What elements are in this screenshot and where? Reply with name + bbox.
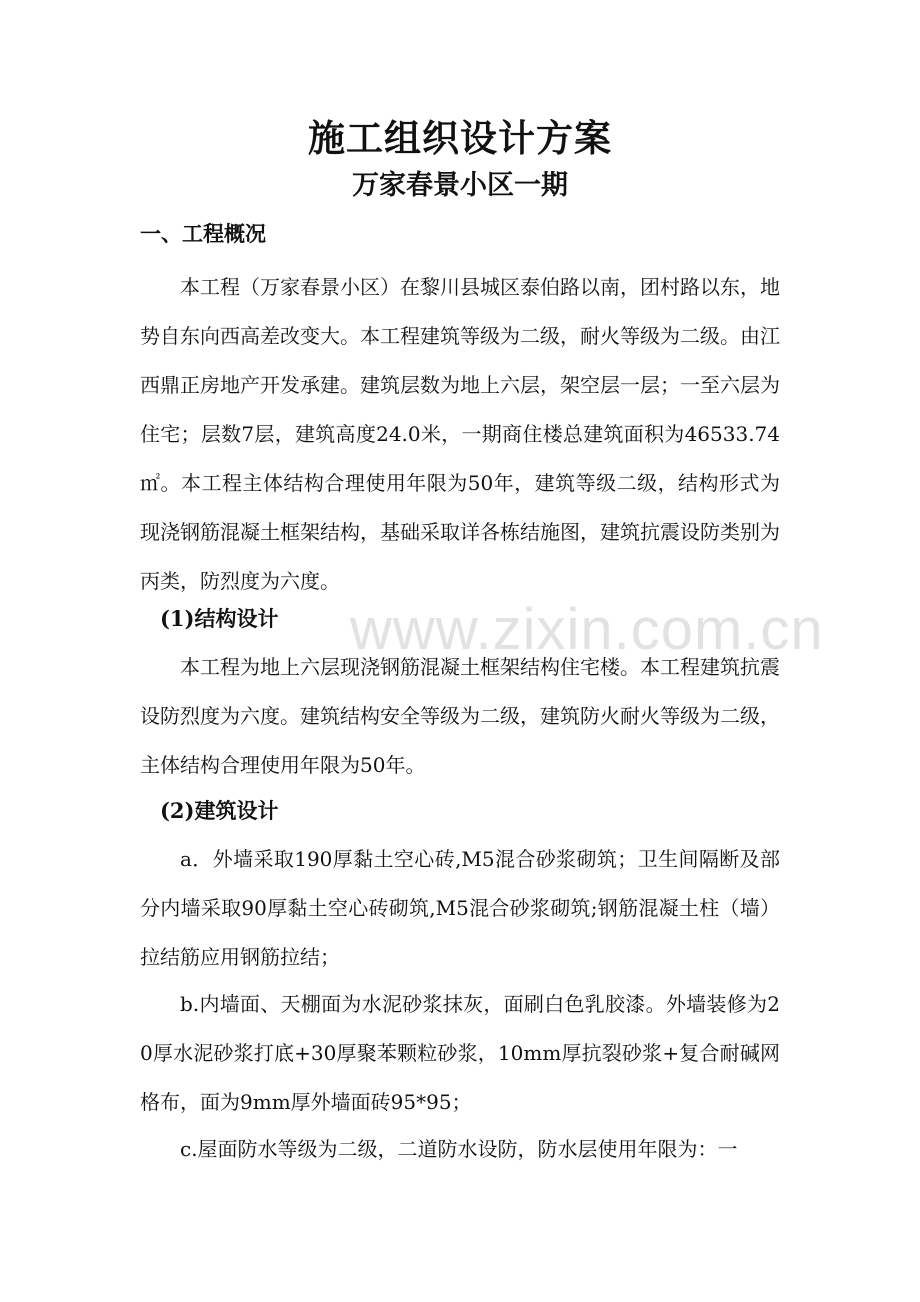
paragraph-item-b: b.内墙面、天棚面为水泥砂浆抹灰，面刷白色乳胶漆。外墙装修为20厚水泥砂浆打底+30厚聚苯颗粒砂浆，10mm厚抗裂砂浆+复合耐碱网格布，面为9mm厚外墙面砖95*95； [140, 992, 780, 1114]
document-title: 施工组织设计方案 [308, 116, 612, 160]
section-heading-architecture: (2)建筑设计 [160, 798, 279, 823]
paragraph-structure: 本工程为地上六层现浇钢筋混凝土框架结构住宅楼。本工程建筑抗震设防烈度为六度。建筑结构安全等级为二级，建筑防火耐火等级为二级，主体结构合理使用年限为50年。 [140, 655, 780, 777]
paragraph-item-c: c.屋面防水等级为二级，二道防水设防，防水层使用年限为：一 [180, 1137, 738, 1161]
paragraph-overview: 本工程（万家春景小区）在黎川县城区泰伯路以南，团村路以东，地势自东向西高差改变大。本工程建筑等级为二级，耐火等级为二级。由江西鼎正房地产开发承建。建筑层数为地上六层，架空层一层；一至六层为住宅；层数7层，建筑高度24.0米，一期商住楼总建筑面积为46533.74㎡。本工程主体结构合理使用年限为50年，建筑等级二级，结构形式为现浇钢筋混凝土框架结构，基础采取详各栋结施图，建筑抗震设防类别为丙类，防烈度为六度。 [140, 275, 780, 593]
document-subtitle: 万家春景小区一期 [352, 170, 568, 201]
section-heading-structure: (1)结构设计 [160, 606, 279, 631]
section-heading-overview: 一、工程概况 [140, 221, 266, 246]
paragraph-item-a: a．外墙采取190厚黏土空心砖,M5混合砂浆砌筑；卫生间隔断及部分内墙采取90厚黏土空心砖砌筑,M5混合砂浆砌筑;钢筋混凝土柱（墙）拉结筋应用钢筋拉结； [140, 847, 780, 969]
watermark: www.zixin.com.cn [350, 597, 824, 662]
